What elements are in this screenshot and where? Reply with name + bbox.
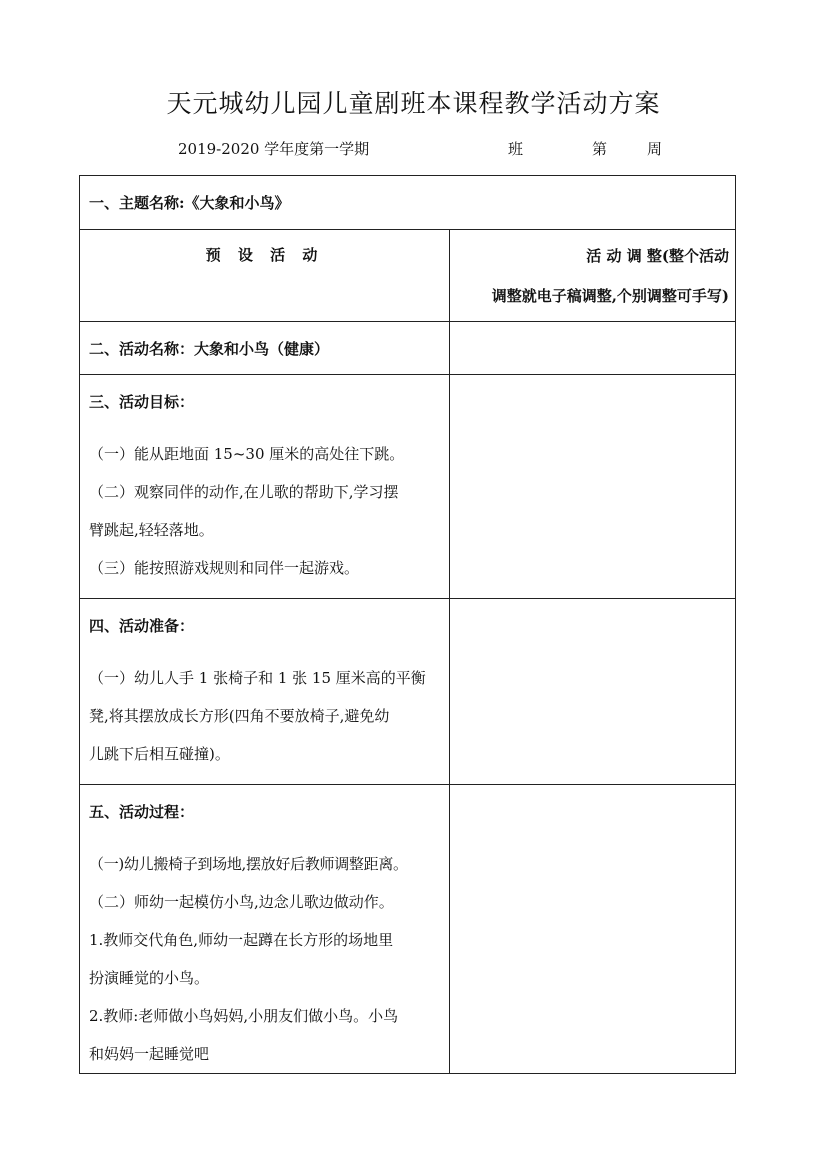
theme-name: 一、主题名称:《大象和小鸟》 bbox=[89, 194, 290, 212]
goal-item: （一）能从距地面 15~30 厘米的高处往下跳。 bbox=[89, 445, 405, 463]
preset-header-cell bbox=[80, 230, 450, 322]
theme-cell bbox=[80, 176, 736, 230]
activity-name-adjust-cell bbox=[450, 322, 736, 375]
week-suffix: 周 bbox=[647, 140, 663, 158]
goals-heading: 三、活动目标： bbox=[89, 393, 195, 411]
week-label bbox=[592, 138, 662, 159]
goals-adjust-cell bbox=[450, 375, 736, 599]
process-item: 1.教师交代角色,师幼一起蹲在长方形的场地里 bbox=[89, 931, 394, 949]
preset-activity-header: 预 设 活 动 bbox=[205, 246, 324, 264]
prep-item: （一）幼儿人手 1 张椅子和 1 张 15 厘米高的平衡 bbox=[89, 669, 426, 687]
document-title: 天元城幼儿园儿童剧班本课程教学活动方案 bbox=[166, 89, 661, 118]
class-label: 班 bbox=[508, 140, 524, 158]
activity-plan-table bbox=[79, 175, 736, 1074]
prep-adjust-cell bbox=[450, 599, 736, 785]
prep-item: 凳,将其摆放成长方形(四角不要放椅子,避免幼 bbox=[89, 707, 390, 725]
goal-item: （三）能按照游戏规则和同伴一起游戏。 bbox=[89, 559, 360, 577]
adjust-header-line2: 调整就电子稿调整,个别调整可手写) bbox=[491, 287, 730, 305]
process-adjust-cell bbox=[450, 785, 736, 1074]
goal-item: （二）观察同伴的动作,在儿歌的帮助下,学习摆 bbox=[89, 483, 399, 501]
week-prefix: 第 bbox=[592, 140, 608, 158]
activity-name: 二、活动名称：大象和小鸟（健康） bbox=[89, 340, 330, 358]
adjust-header-cell bbox=[450, 230, 736, 322]
process-item: 和妈妈一起睡觉吧 bbox=[89, 1045, 210, 1063]
goal-item: 臂跳起,轻轻落地。 bbox=[89, 521, 214, 539]
process-item: （二）师幼一起模仿小鸟,边念儿歌边做动作。 bbox=[89, 893, 394, 911]
term-label: 2019-2020 学年度第一学期 bbox=[178, 140, 370, 158]
process-item: 扮演睡觉的小鸟。 bbox=[89, 969, 210, 987]
process-heading: 五、活动过程： bbox=[89, 803, 195, 821]
prep-heading: 四、活动准备： bbox=[89, 617, 195, 635]
adjust-header-line1: 活 动 调 整(整个活动 bbox=[586, 247, 730, 265]
process-item: （一)幼儿搬椅子到场地,摆放好后教师调整距离。 bbox=[89, 855, 408, 873]
activity-name-cell bbox=[80, 322, 450, 375]
prep-item: 儿跳下后相互碰撞)。 bbox=[89, 745, 230, 763]
process-cell bbox=[80, 785, 450, 1074]
goals-cell bbox=[80, 375, 450, 599]
process-item: 2.教师:老师做小鸟妈妈,小朋友们做小鸟。小鸟 bbox=[89, 1007, 399, 1025]
activity-adjust-header bbox=[450, 230, 735, 316]
prep-cell bbox=[80, 599, 450, 785]
